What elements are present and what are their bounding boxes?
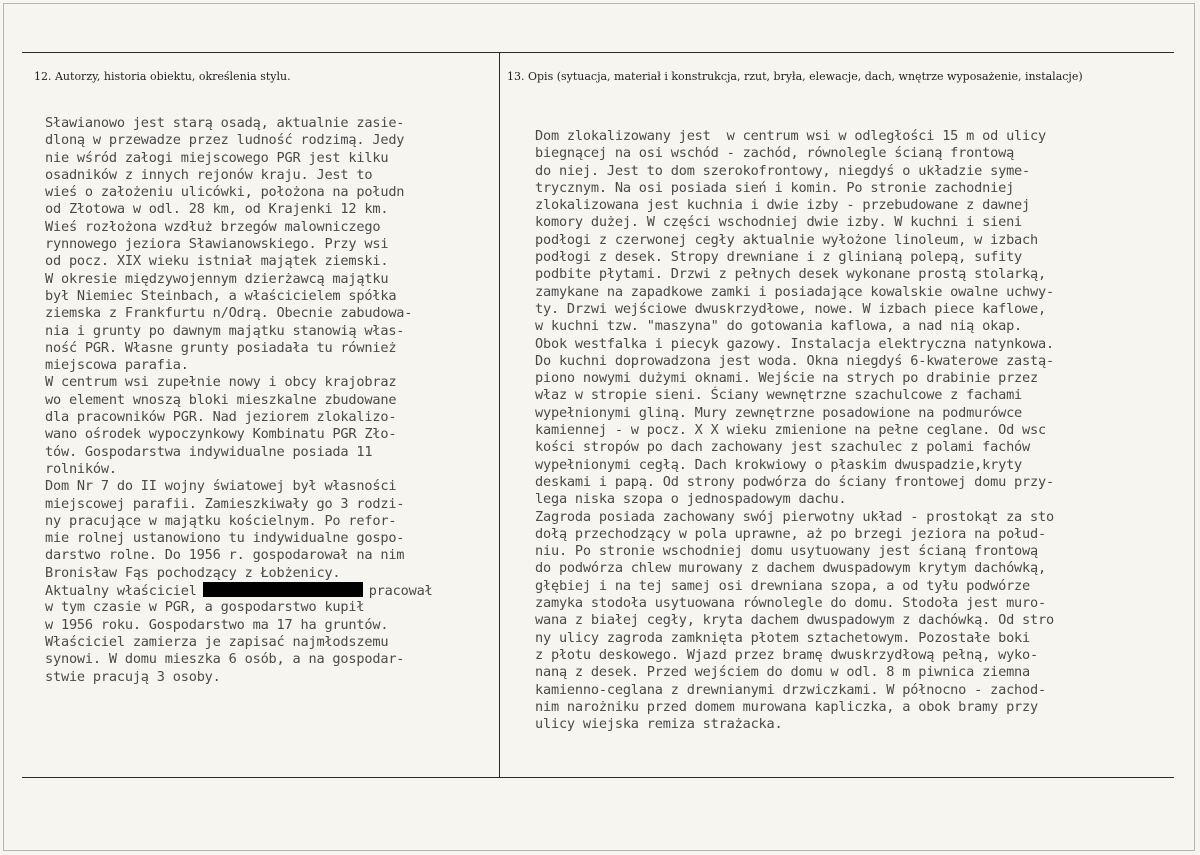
text-line: wano ośrodek wypoczynkowy Kombinatu PGR Zło- — [45, 426, 397, 443]
text-line: wypełnionymi gliną. Mury zewnętrzne posadowione na podmurówce — [535, 404, 1023, 421]
text-line: zamykane na zapadkowe zamki i posiadające kowalskie owalne uchwy- — [535, 283, 1054, 300]
column-divider — [499, 52, 500, 778]
text-line: był Niemiec Steinbach, a właścicielem spółka — [45, 287, 397, 304]
text-line: od Złotowa w odl. 28 km, od Krajenki 12 km. — [45, 201, 389, 218]
text-line: rynnowego jeziora Sławianowskiego. Przy wsi — [45, 236, 389, 253]
text-line: tów. Gospodarstwa indywidualne posiada 11 — [45, 443, 373, 460]
text-line: nia i grunty po dawnym majątku stanowią włas- — [45, 322, 405, 339]
text-line: lega niska szopa o jednospadowym dachu. — [535, 491, 847, 508]
text-line: podbite płytami. Drzwi z pełnych desek wykonane prostą stolarką, — [535, 266, 1046, 283]
top-rule — [22, 52, 1174, 53]
text-line: ty. Drzwi wejściowe dwuskrzydłowe, nowe. W izbach piece kaflowe, — [535, 300, 1046, 317]
text-line: piono nowymi dużymi oknami. Wejście na strych po drabinie przez — [535, 370, 1039, 387]
text-line: miejscowej parafii. Zamieszkiwały go 3 rodzi- — [45, 495, 405, 512]
text-line: właz w stropie sieni. Ściany wewnętrzne szachulcowe z fachami — [535, 387, 1023, 404]
text-line: osadników z innych rejonów kraju. Jest to — [45, 166, 373, 183]
text-line: ulicy wiejska remiza strażacka. — [535, 716, 783, 733]
text-line: synowi. W domu mieszka 6 osób, a na gospodar- — [45, 651, 405, 668]
text-line: naną z desek. Przed wejściem do domu w odl. 8 m piwnica ziemna — [535, 664, 1031, 681]
owner-line-after: pracował — [368, 583, 433, 600]
text-line: z płotu deskowego. Wjazd przez bramę dwuskrzydłową pełną, wyko- — [535, 646, 1039, 663]
text-line: ny ulicy zagroda zamknięta płotem sztachetowym. Pozostałe boki — [535, 629, 1031, 646]
text-line: dołą przechodzący w pola uprawne, aż po brzegi jeziora na połud- — [535, 525, 1046, 542]
text-line: wieś o założeniu ulicówki, położona na połudn — [45, 184, 405, 201]
text-line: zamyka stodoła usytuowana równolegle do domu. Stodoła jest muro- — [535, 595, 1046, 612]
text-line: rolników. — [45, 460, 117, 477]
redacted-name — [203, 582, 363, 597]
text-line: kamiennej - w pocz. X X wieku zmienione na pełne ceglane. Od wsc — [535, 422, 1046, 439]
text-line: deskami i papą. Od strony podwórza do ściany frontowej domu przy- — [535, 473, 1054, 490]
text-line: Obok westfalka i piecyk gazowy. Instalacja elektryczna natynkowa. — [535, 335, 1054, 352]
text-line: Właściciel zamierza je zapisać najmłodszemu — [45, 633, 389, 650]
text-line: w kuchni tzw. "maszyna" do gotowania kaflowa, a nad nią okap. — [535, 318, 1023, 335]
text-line: biegnącej na osi wschód - zachód, równolegle ścianą frontową — [535, 145, 1015, 162]
text-line: ziemska z Frankfurtu n/Odrą. Obecnie zabudowa- — [45, 305, 413, 322]
text-line: wo element wnoszą bloki mieszkalne zbudowane — [45, 391, 397, 408]
text-line: dla pracowników PGR. Nad jeziorem zlokalizo- — [45, 409, 397, 426]
description-text — [535, 128, 1185, 733]
text-line: w tym czasie w PGR, a gospodarstwo kupił — [45, 599, 365, 616]
text-line: dloną w przewadze przez ludność rodzimą. Jedy — [45, 132, 405, 149]
history-text — [45, 115, 497, 686]
text-line: Wieś rozłożona wzdłuż brzegów malowniczego — [45, 218, 381, 235]
text-line: W centrum wsi zupełnie nowy i obcy krajobraz — [45, 374, 397, 391]
text-line: Dom zlokalizowany jest w centrum wsi w odległości 15 m od ulicy — [535, 128, 1046, 144]
text-line: W okresie międzywojennym dzierżawcą majątku — [45, 270, 389, 287]
text-line: ny pracujące w majątku kościelnym. Po refor- — [45, 512, 397, 529]
text-line: trycznym. Na osi posiada sień i komin. Po stronie zachodniej — [535, 179, 1015, 196]
text-line: podłogi z desek. Stropy drewniane i z glinianą polepą, sufity — [535, 249, 1023, 266]
text-line: komory dużej. W części wschodniej dwie izby. W kuchni i sieni — [535, 214, 1023, 231]
text-line: mie rolnej ustanowiono tu indywidualne gospo- — [45, 530, 405, 547]
owner-line-before: Aktualny właściciel — [45, 583, 197, 600]
text-line: wana z białej cegły, kryta dachem dwuspadowym z dachówką. Od stro — [535, 612, 1054, 629]
text-line: w 1956 roku. Gospodarstwo ma 17 ha gruntów. — [45, 616, 389, 633]
text-line: nim narożniku przed domem murowana kapliczka, a obok bramy przy — [535, 698, 1039, 715]
text-line: stwie pracują 3 osoby. — [45, 668, 221, 685]
text-line: niu. Po stronie wschodniej domu usytuowany jest ścianą frontową — [535, 543, 1039, 560]
text-line: wypełnionymi cegłą. Dach krokwiowy o płaskim dwuspadzie,kryty — [535, 456, 1023, 473]
text-line: nie wśród załogi miejscowego PGR jest kilku — [45, 149, 389, 166]
text-line: Do kuchni doprowadzona jest woda. Okna niegdyś 6-kwaterowe zastą- — [535, 352, 1054, 369]
section-13-heading: 13. Opis (sytuacja, materiał i konstrukcja, rzut, bryła, elewacje, dach, wnętrze wyposażenie, instalacje) — [507, 70, 1083, 83]
text-line: podłogi z czerwonej cegły aktualnie wyłożone linoleum, w izbach — [535, 231, 1039, 248]
text-line: do niej. Jest to dom szerokofrontowy, niegdyś o układzie syme- — [535, 162, 1031, 179]
text-line: od pocz. XIX wieku istniał majątek ziemski. — [45, 253, 389, 270]
text-line: do podwórza chlew murowany z dachem dwuspadowym krytym dachówką, — [535, 560, 1046, 577]
text-line: Sławianowo jest starą osadą, aktualnie zasie- — [45, 115, 405, 131]
owner-line — [45, 582, 497, 599]
bottom-rule — [22, 777, 1174, 778]
text-line: ność PGR. Własne grunty posiadała tu również — [45, 339, 397, 356]
text-line: darstwo rolne. Do 1956 r. gospodarował na nim — [45, 547, 405, 564]
text-line: zlokalizowana jest kuchnia i dwie izby - przebudowane z dawnej — [535, 197, 1031, 214]
text-line: kamienno-ceglana z drewnianymi drzwiczkami. W północno - zachod- — [535, 681, 1046, 698]
text-line: kości stropów po dach zachowany jest szachulec z polami fachów — [535, 439, 1031, 456]
text-line: Zagroda posiada zachowany swój pierwotny układ - prostokąt za sto — [535, 508, 1054, 525]
text-line: miejscowa parafia. — [45, 357, 189, 374]
text-line: głębiej i na tej samej osi drewniana szopa, a od tyłu podwórze — [535, 577, 1031, 594]
text-line: Bronisław Fąs pochodzący z Łobżenicy. — [45, 564, 341, 581]
section-12-heading: 12. Autorzy, historia obiektu, określenia stylu. — [34, 70, 291, 83]
text-line: Dom Nr 7 do II wojny światowej był własności — [45, 478, 397, 495]
